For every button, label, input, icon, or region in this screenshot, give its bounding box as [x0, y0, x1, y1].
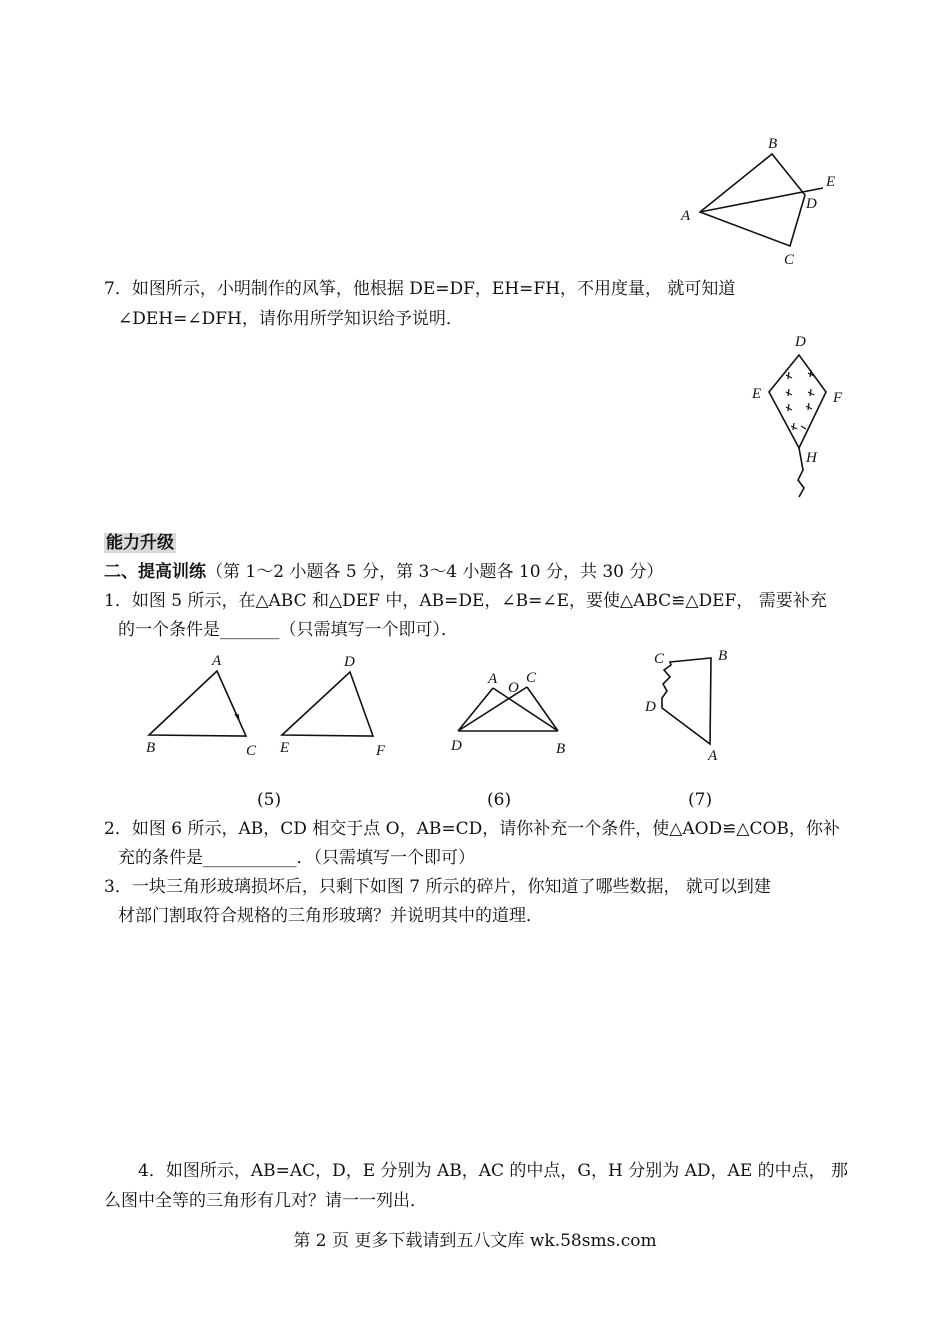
label-f5-b: B	[146, 740, 156, 756]
section-subtitle-rest: （第 1～2 小题各 5 分，第 3～4 小题各 10 分，共 30 分）	[206, 562, 664, 582]
label-f5-c: C	[246, 743, 257, 759]
label-top-b: B	[768, 136, 778, 152]
label-kite-e: E	[752, 386, 762, 402]
p2-line1: 2．如图 6 所示，AB，CD 相交于点 O，AB=CD，请你补充一个条件，使△AOD≌△COB，你补	[104, 819, 840, 839]
label-f7-b: B	[718, 648, 728, 664]
p3-line2: 材部门割取符合规格的三角形玻璃？并说明其中的道理．	[118, 906, 543, 926]
caption-fig5: (5)	[257, 790, 282, 810]
p1-line2: 的一个条件是_______（只需填写一个即可）．	[118, 620, 458, 640]
q7-line2: ∠DEH=∠DFH，请你用所学知识给予说明．	[118, 309, 463, 329]
q7-line1: 7．如图所示，小明制作的风筝，他根据 DE=DF，EH=FH，不用度量， 就可知道	[104, 279, 736, 299]
label-f5-f: F	[376, 743, 386, 759]
section-subtitle-bold: 二、提高训练	[104, 562, 206, 582]
label-f6-c: C	[526, 670, 537, 686]
label-f6-a: A	[488, 671, 498, 687]
p4-line2: 么图中全等的三角形有几对？请一一列出．	[104, 1191, 427, 1211]
p1-line1: 1．如图 5 所示，在△ABC 和△DEF 中，AB=DE，∠B=∠E，要使△ABC≌△DEF， 需要补充	[104, 591, 827, 611]
label-f5-a: A	[212, 653, 222, 669]
label-top-e: E	[826, 174, 836, 190]
p4-line1: 4．如图所示，AB=AC，D，E 分别为 AB，AC 的中点，G，H 分别为 AD，AE 的中点， 那	[138, 1161, 849, 1181]
section-title-text: 能力升级	[106, 533, 174, 553]
glass-fragment	[662, 658, 711, 744]
page-footer: 第 2 页 更多下载请到五八文库 wk.58sms.com	[293, 1231, 657, 1251]
label-kite-f: F	[833, 390, 843, 406]
label-top-c: C	[784, 252, 795, 268]
label-top-d: D	[806, 196, 817, 212]
caption-fig7: (7)	[688, 790, 713, 810]
caption-fig6: (6)	[487, 790, 512, 810]
p3-line1: 3．一块三角形玻璃损坏后，只剩下如图 7 所示的碎片，你知道了哪些数据， 就可以到建	[104, 877, 771, 897]
label-f6-b: B	[556, 741, 566, 757]
label-f7-a: A	[708, 748, 718, 764]
label-kite-h: H	[806, 450, 817, 466]
p2-line2: 充的条件是___________．（只需填写一个即可）	[118, 848, 475, 868]
label-kite-d: D	[795, 334, 806, 350]
label-f7-d: D	[645, 699, 656, 715]
label-f7-c: C	[654, 651, 665, 667]
label-f5-e: E	[280, 740, 290, 756]
label-f5-d: D	[344, 654, 355, 670]
label-f6-o: O	[508, 680, 519, 696]
label-f6-d: D	[451, 738, 462, 754]
label-top-a: A	[681, 208, 691, 224]
